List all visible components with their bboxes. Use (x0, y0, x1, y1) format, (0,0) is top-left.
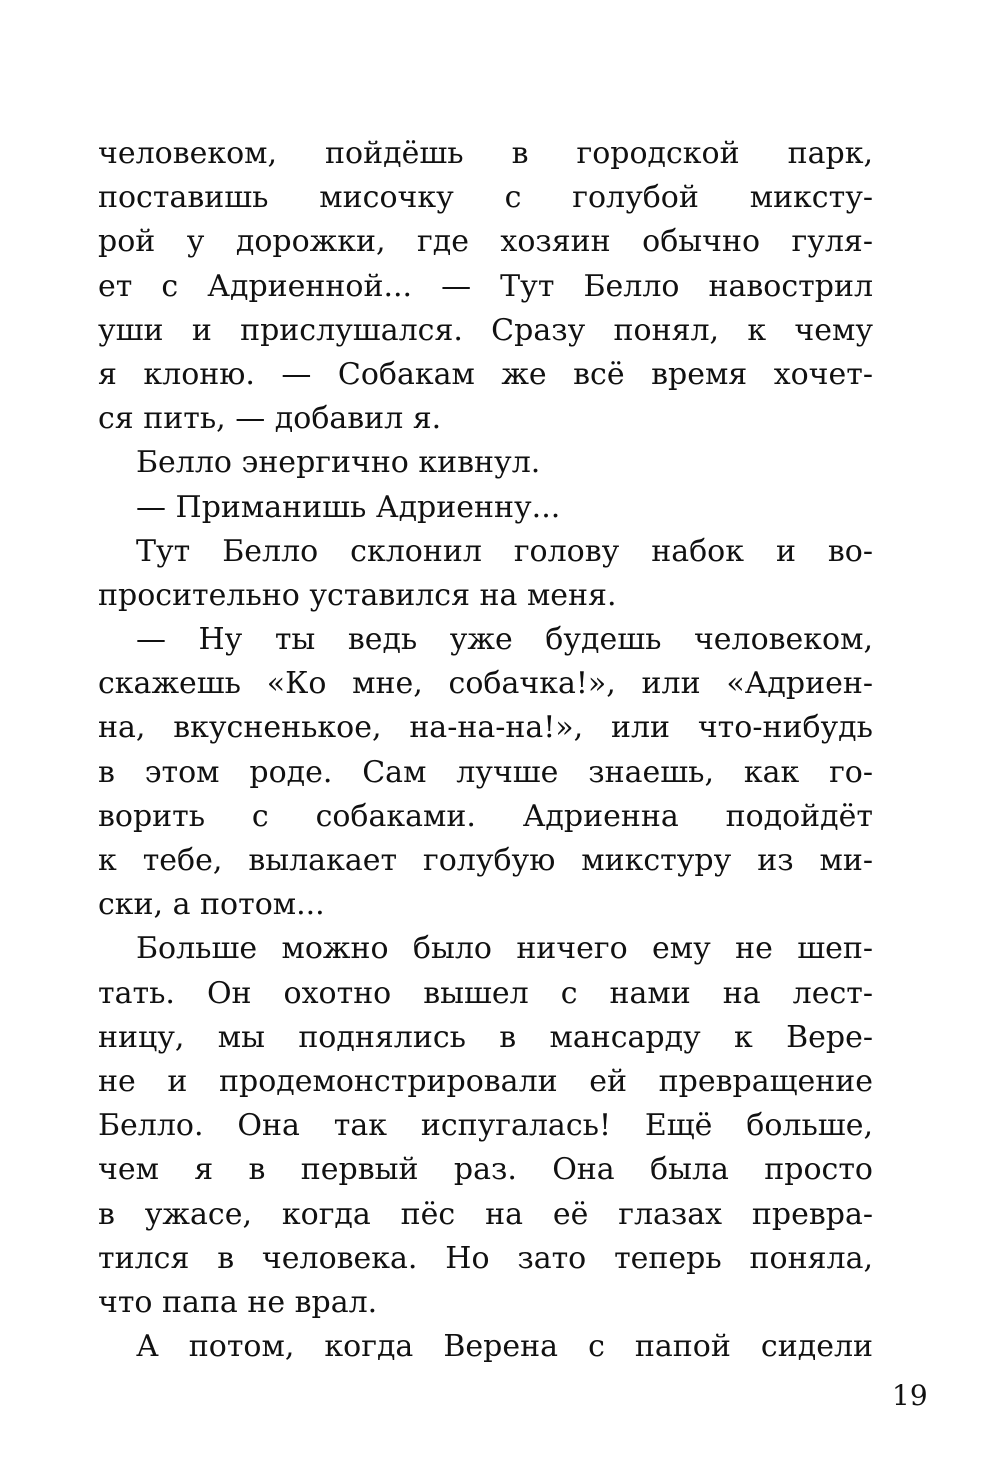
text-line: человеком, пойдёшь в городской парк, (98, 136, 873, 171)
text-line: я клоню. — Собакам же всё время хочет- (98, 356, 873, 392)
text-line: уши и прислушался. Сразу понял, к чему (98, 312, 873, 348)
text-line: поставишь мисочку с голубой миксту- (98, 180, 873, 216)
text-line: скажешь «Ко мне, собачка!», или «Адриен- (98, 666, 873, 702)
text-line: в этом роде. Сам лучше знаешь, как го- (98, 754, 873, 790)
text-line: ницу, мы поднялись в мансарду к Вере- (98, 1019, 873, 1055)
text-line: Белло энергично кивнул. (136, 445, 541, 481)
text-line: Тут Белло склонил голову набок и во- (136, 533, 873, 569)
text-line: в ужасе, когда пёс на её глазах превра- (98, 1196, 873, 1232)
text-line: к тебе, вылакает голубую микстуру из ми- (98, 843, 873, 878)
page-number: 19 (892, 1379, 928, 1412)
text-line: Больше можно было ничего ему не шеп- (136, 931, 873, 967)
text-line: ворить с собаками. Адриенна подойдёт (98, 798, 873, 834)
text-line: ски, а потом... (98, 887, 325, 923)
text-line: Белло. Она так испугалась! Ещё больше, (98, 1108, 873, 1144)
text-line: — Ну ты ведь уже будешь человеком, (136, 622, 873, 658)
text-line: — Приманишь Адриенну... (136, 489, 561, 525)
text-line: А потом, когда Верена с папой сидели (136, 1329, 873, 1365)
text-line: тился в человека. Но зато теперь поняла, (98, 1240, 873, 1276)
text-line: что папа не врал. (98, 1284, 378, 1320)
text-line: рой у дорожки, где хозяин обычно гуля- (98, 224, 873, 260)
text-line: ся пить, — добавил я. (98, 401, 442, 437)
text-line: не и продемонстрировали ей превращение (98, 1063, 873, 1099)
text-line: ет с Адриенной... — Тут Белло навострил (98, 268, 873, 304)
text-line: на, вкусненькое, на-на-на!», или что-нибудь (98, 710, 873, 746)
text-line: тать. Он охотно вышел с нами на лест- (98, 975, 873, 1011)
text-line: просительно уставился на меня. (98, 577, 617, 613)
text-line: чем я в первый раз. Она была просто (98, 1152, 873, 1188)
body-text (98, 132, 873, 1369)
